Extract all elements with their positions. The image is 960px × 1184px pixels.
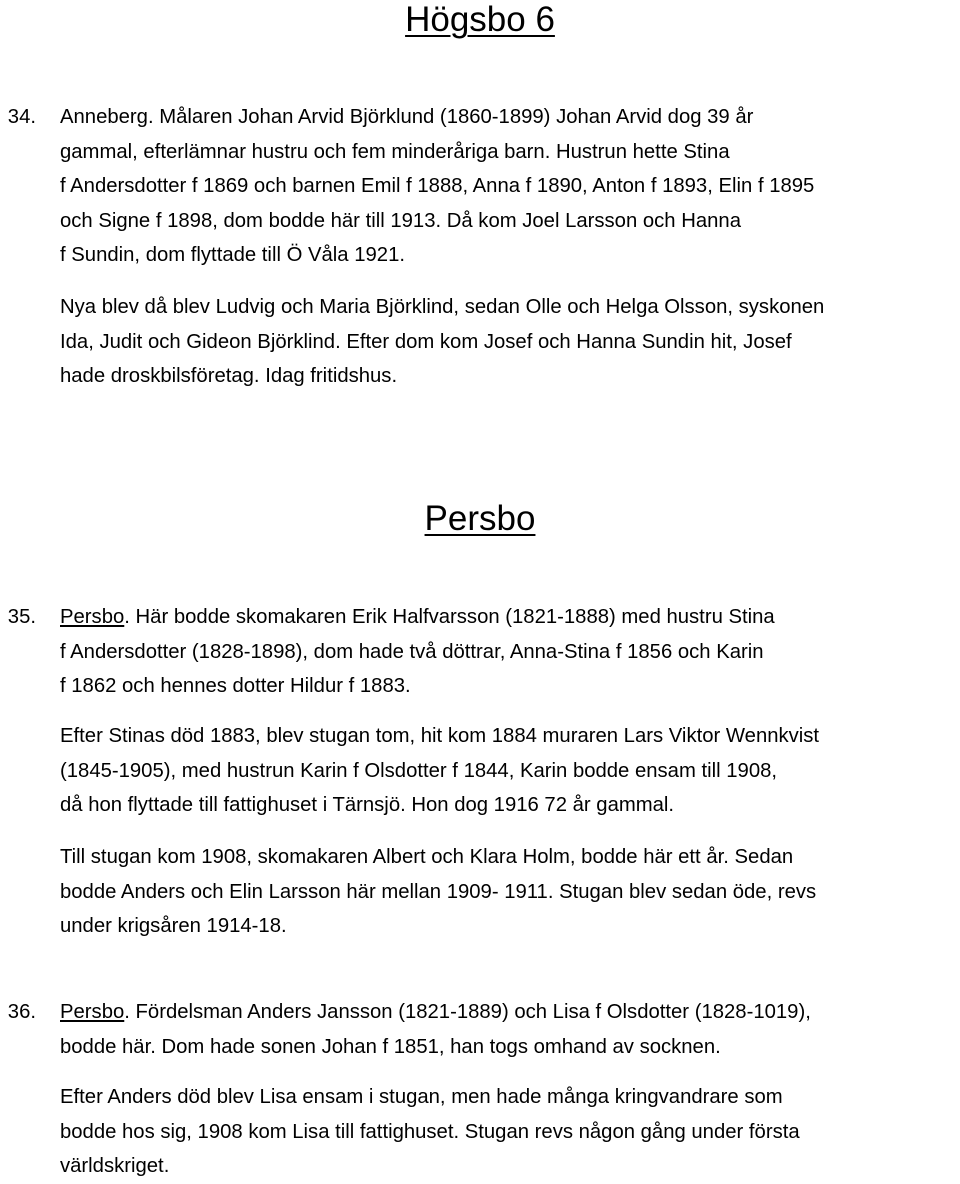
text-line: Nya blev då blev Ludvig och Maria Björklind, sedan Olle och Helga Olsson, syskonen [60,296,825,318]
section-heading-persbo-text: Persbo [424,499,536,538]
text-line: Till stugan kom 1908, skomakaren Albert och Klara Holm, bodde här ett år. Sedan [60,846,794,868]
text-line: och Signe f 1898, dom bodde här till 1913. Då kom Joel Larsson och Hanna [60,209,741,232]
section-heading-hogsbo-text: Högsbo 6 [405,0,555,39]
text-line [60,995,960,1030]
text-line: bodde här. Dom hade sonen Johan f 1851, han togs omhand av socknen. [60,1035,721,1058]
section-heading-persbo [0,499,960,539]
text-line: bodde Anders och Elin Larsson här mellan 1909- 1911. Stugan blev sedan öde, revs [60,880,817,903]
entry-36-paragraph-2 [60,1080,960,1184]
entry-number: 36. [7,1001,36,1023]
text-line: hade droskbilsföretag. Idag fritidshus. [60,365,398,387]
entry-35-paragraph-2 [60,719,960,823]
text-line: gammal, efterlämnar hustru och fem minderåriga barn. Hustrun hette Stina [60,140,730,163]
text-line: f Sundin, dom flyttade till Ö Våla 1921. [60,244,405,266]
text-line: då hon flyttade till fattighuset i Tärnsjö. Hon dog 1916 72 år gammal. [60,794,675,816]
text-line: Efter Stinas död 1883, blev stugan tom, hit kom 1884 muraren Lars Viktor Wennkvist [60,725,820,747]
place-name: Persbo [60,1001,125,1023]
place-name: Persbo [60,606,125,628]
text-line: (1845-1905), med hustrun Karin f Olsdotter f 1844, Karin bodde ensam till 1908, [60,759,778,782]
text-line: f Andersdotter (1828-1898), dom hade två döttrar, Anna-Stina f 1856 och Karin [60,640,764,663]
text-line: f Andersdotter f 1869 och barnen Emil f 1888, Anna f 1890, Anton f 1893, Elin f 1895 [60,175,815,197]
text-line: världskriget. [60,1155,170,1177]
text-run: . Här bodde skomakaren Erik Halfvarsson (1821-1888) med hustru Stina [124,606,775,628]
text-line: bodde hos sig, 1908 kom Lisa till fattighuset. Stugan revs någon gång under första [60,1120,800,1143]
text-line: f 1862 och hennes dotter Hildur f 1883. [60,675,411,697]
entry-34-paragraph-1 [7,100,960,273]
text-line: Anneberg. Målaren Johan Arvid Björklund (1860-1899) Johan Arvid dog 39 år [60,106,754,128]
text-line: under krigsåren 1914-18. [60,915,287,937]
entry-35-paragraph-3 [60,840,960,944]
text-line: Efter Anders död blev Lisa ensam i stugan, men hade många kringvandrare som [60,1086,783,1108]
entry-number: 35. [7,606,36,628]
text-line: Ida, Judit och Gideon Björklind. Efter dom kom Josef och Hanna Sundin hit, Josef [60,330,792,353]
entry-36-paragraph-1 [7,995,960,1064]
section-heading-hogsbo [0,0,960,40]
entry-35-paragraph-1 [7,600,960,704]
entry-number: 34. [7,106,36,128]
text-line [60,600,960,635]
entry-34-paragraph-2 [60,290,960,394]
text-run: . Fördelsman Anders Jansson (1821-1889) och Lisa f Olsdotter (1828-1019), [124,1001,811,1023]
